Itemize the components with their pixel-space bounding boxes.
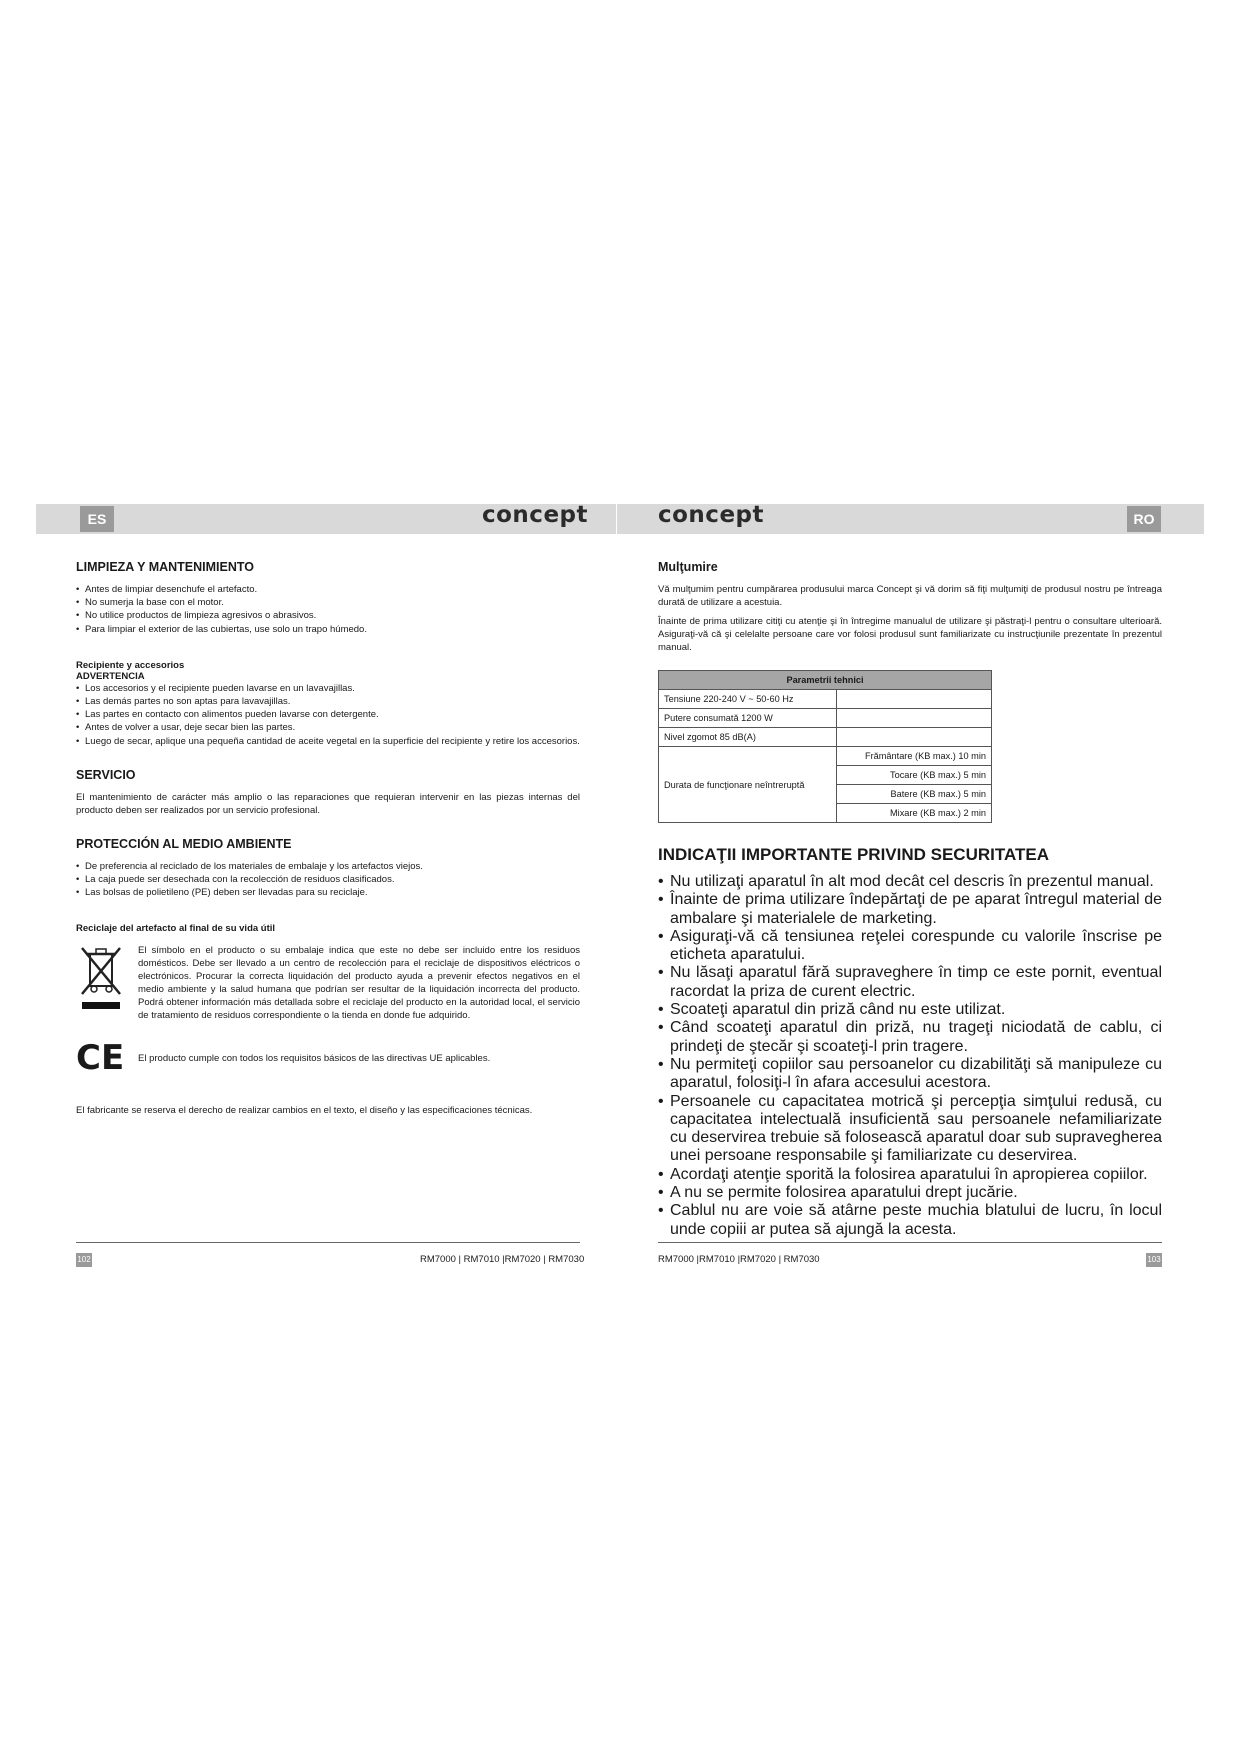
cleaning-list bbox=[76, 583, 580, 636]
list-item: • Scoateţi aparatul din priză când nu este utilizat. bbox=[658, 1001, 1162, 1019]
thanks-title: Mulţumire bbox=[658, 560, 718, 574]
list-item: • No sumerja la base con el motor. bbox=[76, 596, 580, 609]
section-service bbox=[76, 768, 580, 817]
safety-list bbox=[658, 873, 1162, 1239]
section-recycling bbox=[76, 923, 580, 1078]
list-item: • Antes de volver a usar, deje secar bien las partes. bbox=[76, 721, 580, 734]
spec-voltage: Tensiune 220-240 V ~ 50-60 Hz bbox=[659, 690, 837, 709]
lang-tag-es: ES bbox=[80, 506, 114, 532]
brand-logo-right: concept bbox=[658, 502, 765, 528]
list-item: • Las demás partes no son aptas para lavavajillas. bbox=[76, 695, 580, 708]
page-es bbox=[76, 560, 580, 1123]
list-item: • Cablul nu are voie să atârne peste muchia blatului de lucru, în locul unde copiii ar putea să ajungă la acesta. bbox=[658, 1202, 1162, 1239]
safety-title: INDICAŢII IMPORTANTE PRIVIND SECURITATEA bbox=[658, 845, 1049, 864]
lang-tag-ro: RO bbox=[1127, 506, 1161, 532]
recycling-title: Reciclaje del artefacto al final de su vida útil bbox=[76, 923, 276, 935]
list-item: • Nu lăsaţi aparatul fără supraveghere în timp ce este pornit, eventual racordat la priza de curent electric. bbox=[658, 964, 1162, 1001]
list-item: • La caja puede ser desechada con la recolección de residuos clasificados. bbox=[76, 873, 580, 886]
container-title: Recipiente y accesorios bbox=[76, 659, 185, 671]
thanks-paragraph-1: Vă mulţumim pentru cumpărarea produsului marca Concept şi vă dorim să fiţi mulţumiţi de produsul nostru pe întreaga durată de utilizare a acestuia. bbox=[658, 584, 1162, 608]
page-number-left: 102 bbox=[76, 1253, 92, 1267]
weee-block bbox=[76, 944, 580, 1028]
list-item: • Las bolsas de polietileno (PE) deben ser llevadas para su reciclaje. bbox=[76, 886, 580, 899]
spec-table-title: Parametrii tehnici bbox=[659, 671, 992, 690]
spec-power: Putere consumată 1200 W bbox=[659, 709, 837, 728]
spec-duration-row: Frământare (KB max.) 10 min bbox=[836, 747, 991, 766]
spec-empty-cell bbox=[836, 709, 991, 728]
list-item: • Luego de secar, aplique una pequeña cantidad de aceite vegetal en la superficie del recipiente y retire los accesorios. bbox=[76, 735, 580, 748]
list-item: • De preferencia al reciclado de los materiales de embalaje y los artefactos viejos. bbox=[76, 860, 580, 873]
models-footer-right: RM7000 |RM7010 |RM7020 | RM7030 bbox=[658, 1254, 820, 1265]
list-item: • A nu se permite folosirea aparatului drept jucărie. bbox=[658, 1184, 1162, 1202]
list-item: • Los accesorios y el recipiente pueden lavarse en un lavavajillas. bbox=[76, 682, 580, 695]
container-warning: ADVERTENCIA bbox=[76, 670, 145, 682]
list-item: • Când scoateţi aparatul din priză, nu trageţi niciodată de cablu, ci prindeţi de ştecăr şi scoateţi-l prin tragere. bbox=[658, 1019, 1162, 1056]
section-environment bbox=[76, 837, 580, 900]
list-item: • Nu permiteţi copiilor sau persoanelor cu dizabilităţi să manipuleze cu aparatul, folosiţi-l în afara accesului acestora. bbox=[658, 1056, 1162, 1093]
list-item: • Înainte de prima utilizare îndepărtaţi de pe aparat întregul material de ambalare şi materialele de marketing. bbox=[658, 891, 1162, 928]
service-text: El mantenimiento de carácter más amplio o las reparaciones que requieran intervenir en las piezas internas del producto deben ser realizados por un servicio profesional. bbox=[76, 791, 580, 816]
list-item: • Persoanele cu capacitatea motrică şi percepţia simţului redusă, cu capacitatea intelectuală insuficientă sau persoanele nefamiliarizate cu deservirea trebuie să folosească aparatul doar sub supravegherea unei persoane responsabile şi familiarizate cu deservirea. bbox=[658, 1093, 1162, 1166]
page-ro bbox=[658, 560, 1162, 1239]
footer-divider-left bbox=[76, 1242, 580, 1243]
models-footer-left: RM7000 | RM7010 |RM7020 | RM7030 bbox=[420, 1254, 585, 1265]
spec-duration-row: Tocare (KB max.) 5 min bbox=[836, 766, 991, 785]
environment-list bbox=[76, 860, 580, 900]
thanks-paragraph-2: Înainte de prima utilizare citiţi cu atenţie şi în întregime manualul de utilizare şi păstraţi-l pentru o consultare ulterioară. Asiguraţi-vă că şi celelalte persoane care vor folosi produsul sunt familiarizate cu instrucţiunile prezentate în prezentul manual. bbox=[658, 616, 1162, 653]
cleaning-title: LIMPIEZA Y MANTENIMIENTO bbox=[76, 560, 255, 574]
container-list bbox=[76, 682, 580, 748]
spec-empty-cell bbox=[836, 690, 991, 709]
section-cleaning bbox=[76, 560, 580, 636]
spec-noise: Nivel zgomot 85 dB(A) bbox=[659, 728, 837, 747]
footer-divider-right bbox=[658, 1242, 1162, 1243]
list-item: • Las partes en contacto con alimentos pueden lavarse con detergente. bbox=[76, 708, 580, 721]
section-thanks bbox=[658, 560, 1162, 654]
section-container bbox=[76, 660, 580, 748]
weee-bin-icon bbox=[76, 944, 138, 1028]
ce-text: El producto cumple con todos los requisitos básicos de las directivas UE aplicables. bbox=[138, 1052, 491, 1064]
spec-duration-label: Durata de funcţionare neîntreruptă bbox=[659, 747, 837, 823]
list-item: • Para limpiar el exterior de las cubiertas, use solo un trapo húmedo. bbox=[76, 623, 580, 636]
list-item: • No utilice productos de limpieza agresivos o abrasivos. bbox=[76, 609, 580, 622]
spec-duration-row: Batere (KB max.) 5 min bbox=[836, 785, 991, 804]
ce-block bbox=[76, 1038, 580, 1078]
spec-duration-row: Mixare (KB max.) 2 min bbox=[836, 804, 991, 823]
list-item: • Acordaţi atenţie sporită la folosirea aparatului în apropierea copiilor. bbox=[658, 1166, 1162, 1184]
list-item: • Asiguraţi-vă că tensiunea reţelei corespunde cu valorile înscrise pe eticheta aparatului. bbox=[658, 928, 1162, 965]
service-title: SERVICIO bbox=[76, 767, 136, 782]
ce-mark-icon: CE bbox=[76, 1038, 125, 1079]
spec-empty-cell bbox=[836, 728, 991, 747]
recycling-text: El símbolo en el producto o su embalaje indica que este no debe ser incluido entre los residuos domésticos. Debe ser llevado a un centro de recolección para el reciclaje de dispositivos eléctricos o electrónicos. Procurar la correcta liquidación del producto ayuda a prevenir efectos negativos en el medio ambiente y la salud humana que podrían ser resultar de la liquidación incorrecta del producto. Podrá obtener información más detallada sobre el reciclaje del producto en la autoridad local, el servicio de tratamiento de residuos correspondiente o la tienda en donde fue adquirido. bbox=[138, 945, 580, 1022]
brand-logo-left: concept bbox=[482, 502, 589, 528]
page-number-right: 103 bbox=[1146, 1253, 1162, 1267]
environment-title: PROTECCIÓN AL MEDIO AMBIENTE bbox=[76, 836, 292, 851]
list-item: • Nu utilizaţi aparatul în alt mod decât cel descris în prezentul manual. bbox=[658, 873, 1162, 891]
disclaimer-text: El fabricante se reserva el derecho de realizar cambios en el texto, el diseño y las especificaciones técnicas. bbox=[76, 1105, 533, 1117]
list-item: • Antes de limpiar desenchufe el artefacto. bbox=[76, 583, 580, 596]
spec-table bbox=[658, 670, 992, 823]
